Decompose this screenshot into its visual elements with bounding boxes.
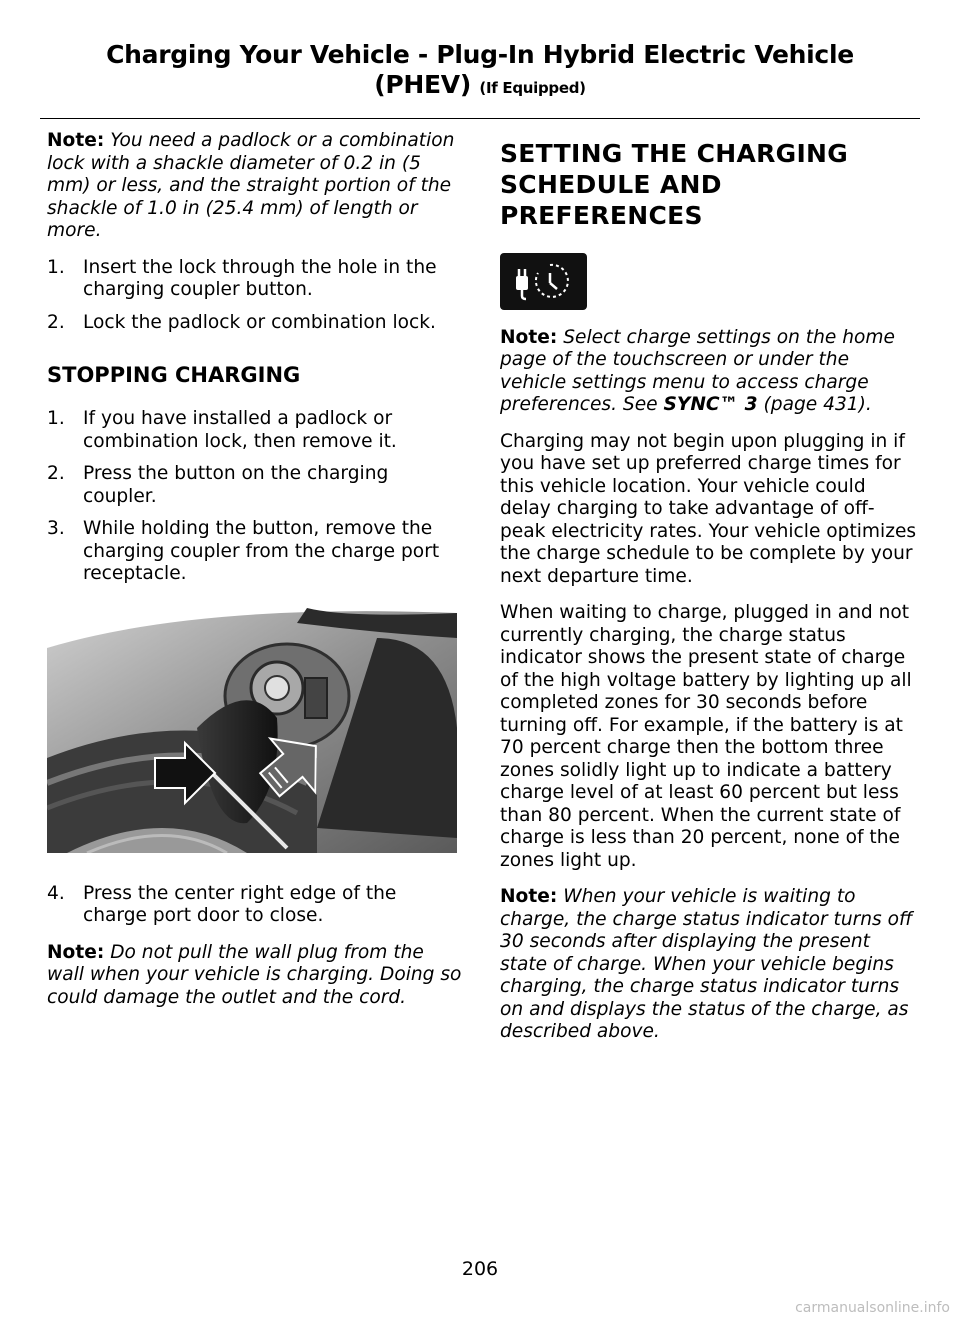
note-charge-settings <box>500 327 918 417</box>
chapter-title-line1: Charging Your Vehicle - Plug-In Hybrid Electric Vehicle <box>106 40 854 69</box>
note-padlock <box>47 130 465 243</box>
note-text: Do not pull the wall plug from the wall when your vehicle is charging. Doing so could damage the outlet and the cord. <box>47 941 462 1008</box>
list-item: 3. While holding the button, remove the charging coupler from the charge port receptacle. <box>47 518 440 584</box>
note-text: When your vehicle is waiting to charge, the charge status indicator turns off 30 seconds after displaying the present state of charge. When your vehicle begins charging, the charge status indicator turns on and displays the status of the charge, as described above. <box>500 886 913 1042</box>
sync-reference-link[interactable]: SYNC™ 3 <box>663 394 758 415</box>
charge-schedule-icon <box>500 253 587 310</box>
list-item: 2. Press the button on the charging coupler. <box>47 463 389 507</box>
note-label: Note: <box>47 130 105 151</box>
stop-steps-list <box>47 408 465 586</box>
note-text: Select charge settings on the home page of the touchscreen or under the vehicle settings menu to access charge preferences. See <box>500 326 895 415</box>
note-text: You need a padlock or a combination lock with a shackle diameter of 0.2 in (5 mm) or less, and the straight portion of the shackle of 1.0 in (25.4 mm) of length or more. <box>47 130 455 241</box>
section-heading-charging-schedule: SETTING THE CHARGING SCHEDULE AND PREFERENCES <box>500 139 849 230</box>
charge-port-door-illustration <box>47 608 457 853</box>
note-label: Note: <box>47 941 105 963</box>
note-wall-plug <box>47 942 465 1010</box>
note-label: Note: <box>500 886 558 907</box>
watermark: carmanualsonline.info <box>795 1300 950 1316</box>
page-number: 206 <box>461 1258 499 1280</box>
chapter-title-phev: (PHEV) <box>374 70 471 99</box>
list-item: 4. Press the center right edge of the charge port door to close. <box>47 882 397 926</box>
paragraph-charge-status: When waiting to charge, plugged in and not currently charging, the charge status indicator shows the present state of charge of the high voltage battery by lighting up all completed zones for 30 seconds before turning off. For example, if the battery is at 70 percent charge then the bottom three zones solidly light up to indicate a battery charge level of at least 60 percent but less than 80 percent. When the current state of charge is less than 20 percent, none of the zones light up. <box>500 602 912 871</box>
section-heading-stopping-charging: STOPPING CHARGING <box>47 363 301 387</box>
list-item: 1. Insert the lock through the hole in the charging coupler button. <box>47 256 437 300</box>
note-label: Note: <box>500 326 558 348</box>
note-indicator-off <box>500 886 918 1044</box>
chapter-title-line2 <box>0 70 960 103</box>
lock-steps-list <box>47 257 465 335</box>
close-steps-list <box>47 883 465 928</box>
chapter-title-suffix: (If Equipped) <box>479 79 586 97</box>
header-divider <box>40 118 920 119</box>
left-column <box>47 130 465 1023</box>
paragraph-charge-delay: Charging may not begin upon plugging in if you have set up preferred charge times for this vehicle location. Your vehicle could delay charging to take advantage of off-peak electricity rates. Your vehicle optimizes the charge schedule to be complete by your next departure time. <box>500 430 917 587</box>
list-item: 2. Lock the padlock or combination lock. <box>47 311 436 333</box>
right-column <box>500 130 918 1058</box>
page-reference: (page 431). <box>763 394 872 415</box>
list-item: 1. If you have installed a padlock or combination lock, then remove it. <box>47 408 397 452</box>
chapter-title <box>0 40 960 103</box>
